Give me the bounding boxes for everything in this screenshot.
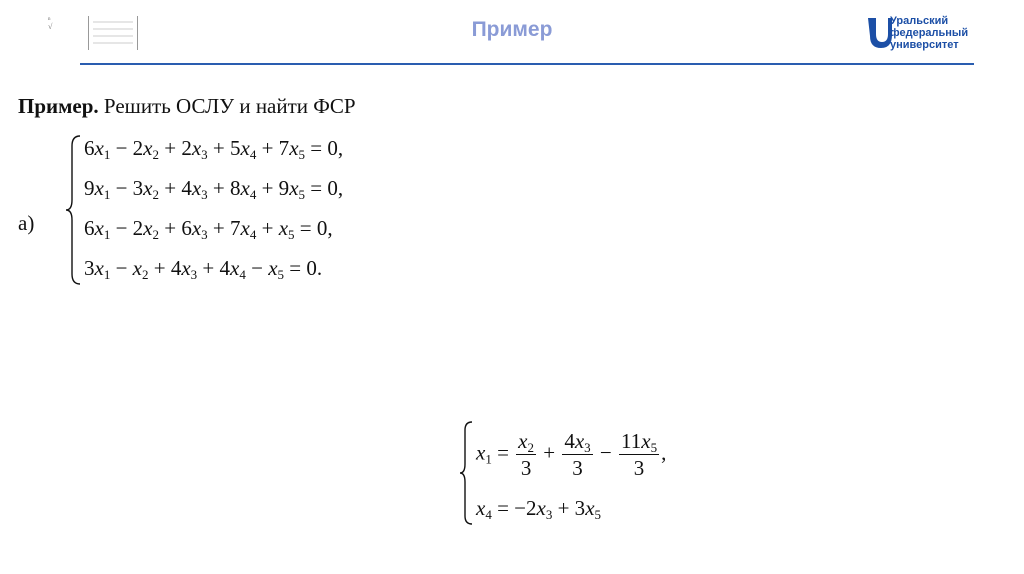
heading-text: Решить ОСЛУ и найти ФСР: [98, 94, 356, 118]
part-label: а): [18, 211, 35, 235]
system-a-eq-2-render: $9x_1 - 3x_2 + 4x_3 + 8x_4 + 9x_5 = 0$,: [84, 176, 344, 202]
system-a-eq-3-render: $6x_1 - 2x_2 + 6x_3 + 7x_4 + x_5 = 0$,: [84, 216, 333, 242]
header-divider: [80, 63, 974, 65]
thumbnail-decoration-left: ⁿ √: [48, 15, 53, 31]
system-brace-icon: [64, 134, 84, 286]
problem-heading: [18, 94, 356, 119]
logo-line-1: Уральский: [890, 15, 949, 27]
system-a-eq-1-render: $6x_1 - 2x_2 + 2x_3 + 5x_4 + 7x_5 = 0$,: [84, 136, 344, 162]
heading-bold: Пример.: [18, 94, 99, 118]
page-title: Пример: [471, 18, 553, 41]
solution-brace-icon: [458, 420, 476, 526]
logo-line-2: федеральный: [890, 27, 969, 39]
solution-eq-2-render: $x_4 = -2x_3 + 3x_5$: [476, 496, 602, 522]
solution-eq-1-render: $x_1$ = $\frac{x_2}{3}$ + $\frac{4x_3}{3}$ − $\frac{11x_5}{3}$ ,: [476, 429, 667, 480]
system-a-eq-4-render: $3x_1 - x_2 + 4x_3 + 4x_4 - x_5 = 0$.: [84, 256, 323, 282]
logo-line-3: университет: [890, 39, 959, 51]
university-logo-text: [890, 15, 968, 51]
